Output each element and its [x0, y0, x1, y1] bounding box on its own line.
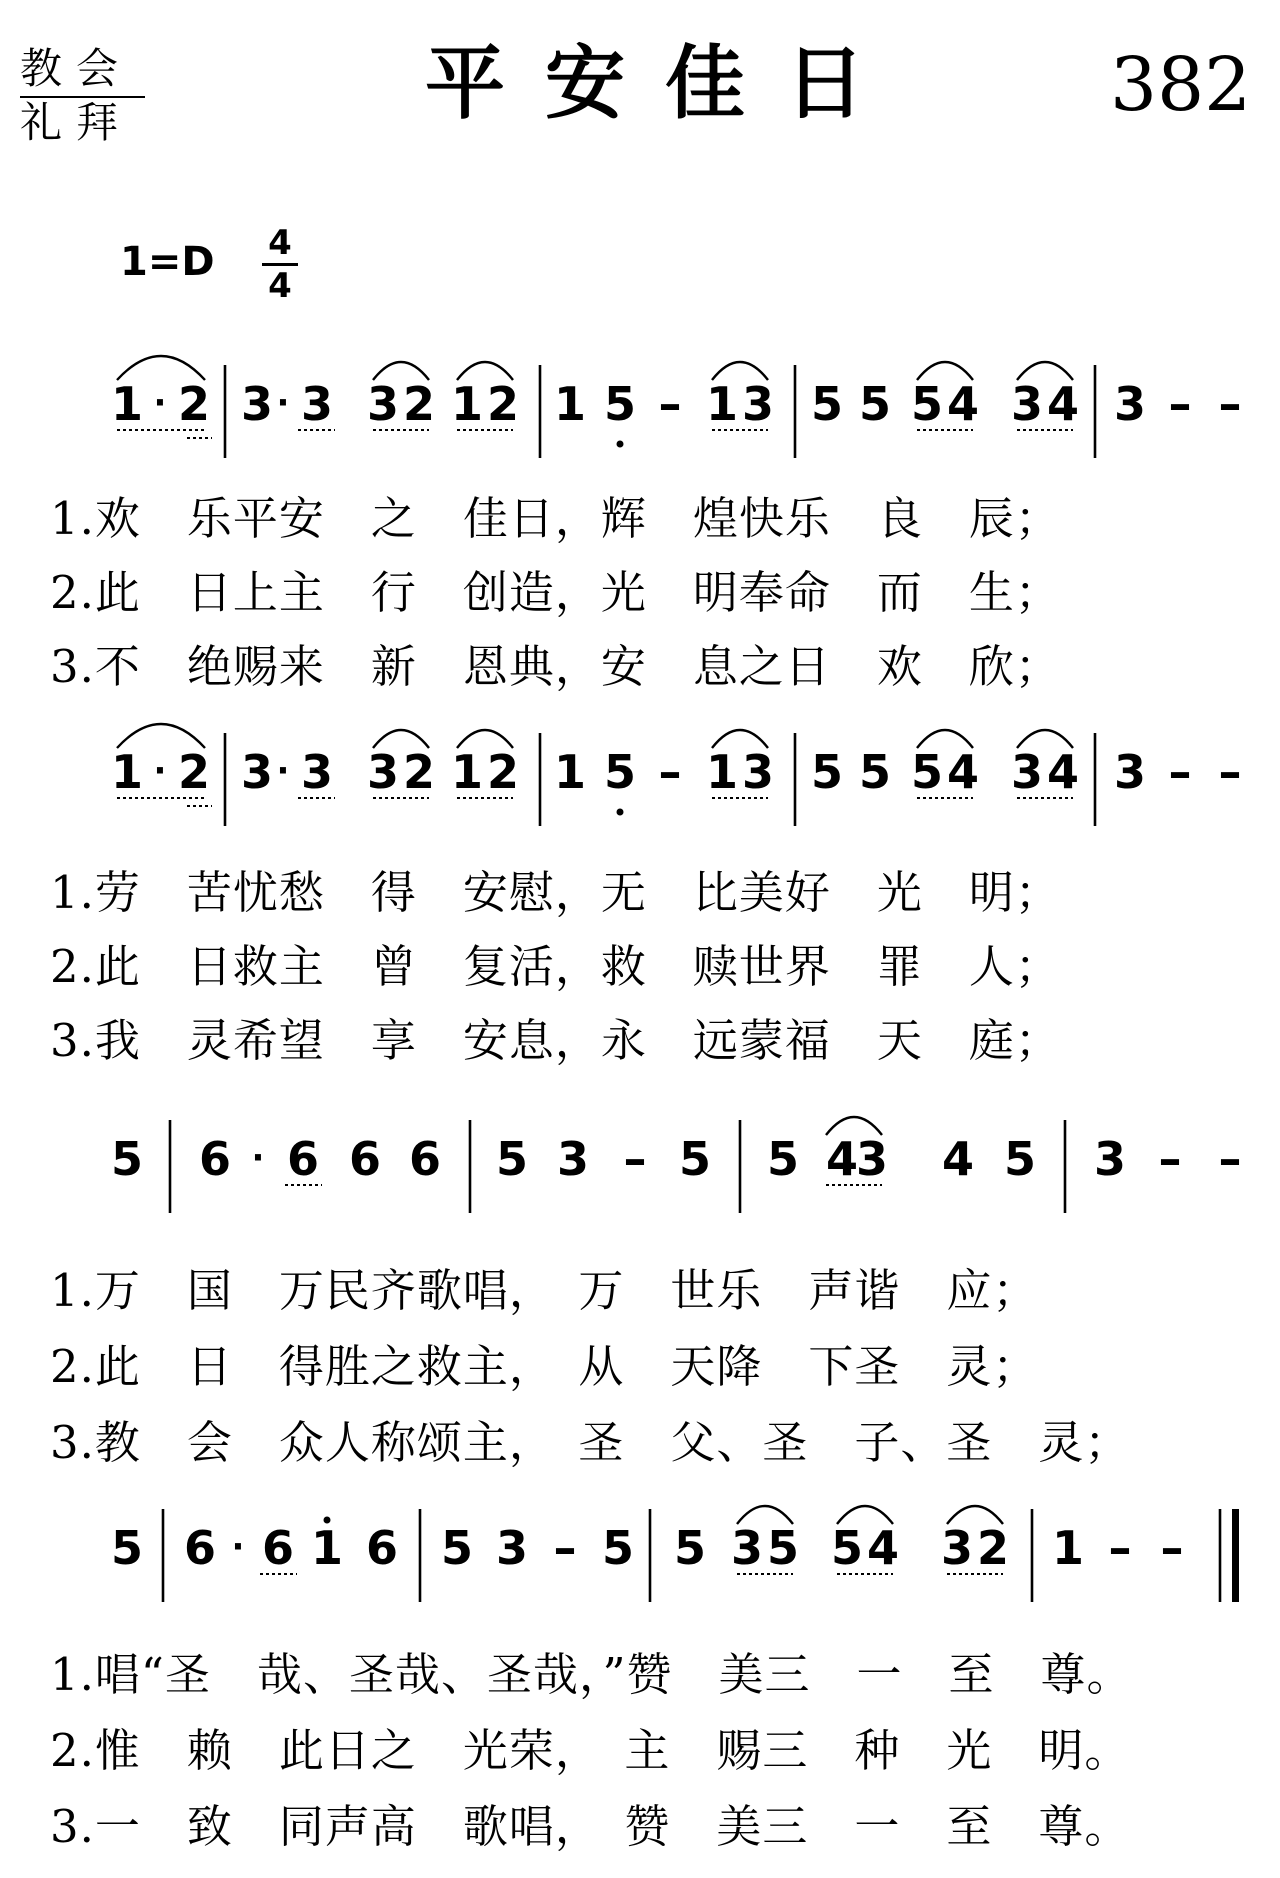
svg-text:–: –	[1168, 745, 1192, 799]
svg-text:6: 6	[365, 1521, 399, 1575]
svg-text:5: 5	[110, 1521, 144, 1575]
svg-text:5: 5	[830, 1521, 864, 1575]
svg-text:2: 2	[486, 745, 520, 799]
hymn-number: 382	[1110, 42, 1252, 128]
svg-text:6: 6	[286, 1132, 320, 1186]
svg-text:–: –	[658, 745, 682, 799]
svg-text:–: –	[1160, 1521, 1184, 1575]
svg-text:6: 6	[408, 1132, 442, 1186]
svg-text:–: –	[1218, 745, 1242, 799]
svg-text:–: –	[658, 377, 682, 431]
svg-text:5: 5	[673, 1521, 707, 1575]
svg-text:3: 3	[741, 377, 775, 431]
svg-text:3: 3	[730, 1521, 764, 1575]
svg-text:3: 3	[855, 1132, 889, 1186]
svg-text:5: 5	[1003, 1132, 1037, 1186]
svg-text:–: –	[1158, 1132, 1182, 1186]
svg-text:6: 6	[348, 1132, 382, 1186]
time-signature	[262, 223, 298, 306]
category-top: 教会	[20, 44, 133, 93]
svg-text:5: 5	[766, 1521, 800, 1575]
svg-text:2: 2	[486, 377, 520, 431]
svg-text:4: 4	[941, 1132, 975, 1186]
svg-text:3: 3	[741, 745, 775, 799]
svg-text:–: –	[623, 1132, 647, 1186]
lyric-line: 3.我 灵希望 享 安息，永 远蒙福 天 庭；	[50, 1014, 1061, 1067]
lyric-line: 2.此 日 得胜之救主， 从 天降 下圣 灵；	[50, 1340, 1039, 1393]
svg-text:1: 1	[450, 377, 484, 431]
svg-text:–: –	[1168, 377, 1192, 431]
time-signature-top: 4	[268, 223, 292, 263]
svg-text:3: 3	[1010, 745, 1044, 799]
svg-text:4: 4	[946, 377, 980, 431]
svg-text:5: 5	[110, 1132, 144, 1186]
svg-text:2: 2	[177, 745, 211, 799]
svg-text:·: ·	[153, 383, 167, 423]
svg-text:3: 3	[1010, 377, 1044, 431]
svg-text:5: 5	[910, 377, 944, 431]
category-bottom: 礼拜	[20, 98, 133, 147]
svg-text:3: 3	[366, 745, 400, 799]
svg-text:2: 2	[402, 377, 436, 431]
svg-text:4: 4	[1046, 377, 1080, 431]
svg-text:1: 1	[1051, 1521, 1085, 1575]
svg-text:3: 3	[940, 1521, 974, 1575]
svg-text:6: 6	[183, 1521, 217, 1575]
svg-text:·: ·	[276, 383, 290, 423]
svg-text:6: 6	[198, 1132, 232, 1186]
lyric-line: 2.此 日救主 曾 复活，救 赎世界 罪 人；	[50, 940, 1061, 993]
svg-text:1: 1	[553, 745, 587, 799]
svg-text:–: –	[1218, 377, 1242, 431]
svg-text:1: 1	[310, 1521, 344, 1575]
svg-text:5: 5	[810, 377, 844, 431]
svg-text:1: 1	[705, 745, 739, 799]
svg-text:5: 5	[910, 745, 944, 799]
svg-text:·: ·	[251, 1138, 265, 1178]
svg-text:2: 2	[976, 1521, 1010, 1575]
time-signature-bottom: 4	[268, 266, 292, 306]
svg-text:4: 4	[1046, 745, 1080, 799]
svg-text:5: 5	[603, 745, 637, 799]
svg-text:2: 2	[177, 377, 211, 431]
lyric-line: 1.唱“圣 哉、圣哉、圣哉，”赞 美三 一 至 尊。	[50, 1648, 1133, 1701]
notation-line-4	[0, 1484, 1280, 1624]
notation-line-1	[0, 340, 1280, 480]
svg-text:3: 3	[300, 745, 334, 799]
notation-line-3	[0, 1095, 1280, 1235]
svg-text:3: 3	[240, 377, 274, 431]
svg-text:–: –	[1108, 1521, 1132, 1575]
svg-text:2: 2	[402, 745, 436, 799]
lyric-line: 2.惟 赖 此日之 光荣， 主 赐三 种 光 明。	[50, 1724, 1131, 1777]
svg-text:·: ·	[276, 751, 290, 791]
svg-text:4: 4	[866, 1521, 900, 1575]
svg-text:·: ·	[153, 751, 167, 791]
svg-text:–: –	[553, 1521, 577, 1575]
svg-text:5: 5	[678, 1132, 712, 1186]
svg-text:3: 3	[240, 745, 274, 799]
lyric-line: 3.教 会 众人称颂主， 圣 父、圣 子、圣 灵；	[50, 1416, 1131, 1469]
lyric-line: 1.劳 苦忧愁 得 安慰，无 比美好 光 明；	[50, 866, 1061, 919]
svg-text:3: 3	[1113, 745, 1147, 799]
svg-text:5: 5	[495, 1132, 529, 1186]
svg-text:5: 5	[858, 377, 892, 431]
svg-text:3: 3	[556, 1132, 590, 1186]
svg-text:5: 5	[601, 1521, 635, 1575]
key-signature: 1=D	[120, 239, 215, 285]
svg-text:–: –	[1218, 1132, 1242, 1186]
svg-text:3: 3	[366, 377, 400, 431]
svg-text:6: 6	[261, 1521, 295, 1575]
svg-text:5: 5	[603, 377, 637, 431]
lyric-line: 1.欢 乐平安 之 佳日，辉 煌快乐 良 辰；	[50, 492, 1061, 545]
svg-text:1: 1	[705, 377, 739, 431]
svg-text:5: 5	[766, 1132, 800, 1186]
svg-text:3: 3	[300, 377, 334, 431]
svg-text:4: 4	[825, 1132, 859, 1186]
lyric-line: 3.不 绝赐来 新 恩典，安 息之日 欢 欣；	[50, 640, 1061, 693]
svg-text:1: 1	[450, 745, 484, 799]
svg-text:3: 3	[1093, 1132, 1127, 1186]
hymn-title: 平安佳日	[425, 37, 905, 130]
svg-text:1: 1	[110, 745, 144, 799]
svg-text:4: 4	[946, 745, 980, 799]
svg-text:3: 3	[495, 1521, 529, 1575]
svg-text:·: ·	[231, 1527, 245, 1567]
svg-text:3: 3	[1113, 377, 1147, 431]
notation-line-2	[0, 708, 1280, 848]
svg-text:5: 5	[858, 745, 892, 799]
lyric-line: 1.万 国 万民齐歌唱， 万 世乐 声谐 应；	[50, 1264, 1039, 1317]
svg-text:5: 5	[440, 1521, 474, 1575]
lyric-line: 2.此 日上主 行 创造，光 明奉命 而 生；	[50, 566, 1061, 619]
lyric-line: 3.一 致 同声高 歌唱， 赞 美三 一 至 尊。	[50, 1800, 1131, 1853]
svg-text:5: 5	[810, 745, 844, 799]
svg-text:1: 1	[110, 377, 144, 431]
svg-text:1: 1	[553, 377, 587, 431]
